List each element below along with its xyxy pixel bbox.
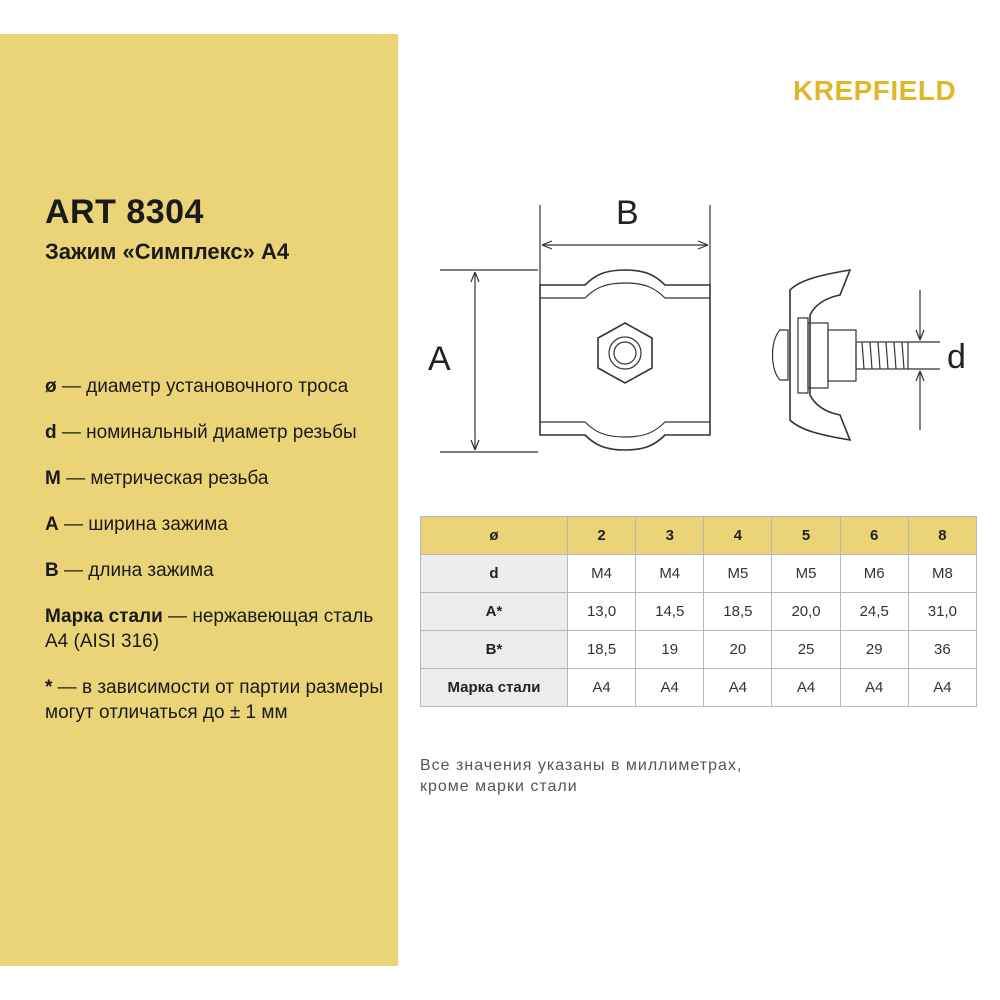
clamp-drawing (420, 190, 980, 470)
product-name: Зажим «Симплекс» А4 (45, 239, 290, 264)
table-cell: 13,0 (568, 593, 636, 631)
brand-logo: KREPFIELD (793, 75, 957, 106)
table-cell: А4 (568, 669, 636, 707)
table-cell: M4 (568, 555, 636, 593)
table-cell: M6 (840, 555, 908, 593)
dim-label-a: A (428, 340, 451, 378)
units-note-line: кроме марки стали (420, 778, 578, 795)
table-cell: 29 (840, 631, 908, 669)
legend-item-length: B — длина зажима (45, 560, 214, 581)
table-cell: M5 (772, 555, 840, 593)
legend-item-diameter: ø — диаметр установочного троса (45, 376, 349, 397)
row-label: d (421, 555, 568, 593)
table-header-row (421, 517, 977, 555)
table-cell: 36 (908, 631, 976, 669)
dim-label-b: B (616, 194, 639, 232)
table-cell: 18,5 (568, 631, 636, 669)
table-cell: M8 (908, 555, 976, 593)
table-cell: 20,0 (772, 593, 840, 631)
legend-item-metric: M — метрическая резьба (45, 468, 269, 489)
table-row (421, 631, 977, 669)
table-cell: А4 (704, 669, 772, 707)
dim-label-d: d (947, 338, 966, 376)
table-cell: 14,5 (636, 593, 704, 631)
table-header-cell: 5 (772, 517, 840, 555)
table-cell: 20 (704, 631, 772, 669)
table-cell: M4 (636, 555, 704, 593)
table-header-cell: 4 (704, 517, 772, 555)
article-number: ART 8304 (45, 193, 204, 231)
table-cell: 25 (772, 631, 840, 669)
table-header-cell: 3 (636, 517, 704, 555)
row-label: Марка стали (421, 669, 568, 707)
table-row (421, 669, 977, 707)
legend-item-steel: Марка стали — нержавеющая сталь А4 (AISI 316) (45, 606, 374, 652)
table-cell: 19 (636, 631, 704, 669)
table-header-cell: 2 (568, 517, 636, 555)
table-cell: А4 (908, 669, 976, 707)
legend-item-tolerance: * — в зависимости от партии размеры могут отличаться до ± 1 мм (45, 677, 383, 723)
units-note (420, 755, 742, 797)
table-cell: 31,0 (908, 593, 976, 631)
spec-table (420, 516, 977, 707)
table-cell: А4 (636, 669, 704, 707)
table-cell: А4 (772, 669, 840, 707)
table-cell: 18,5 (704, 593, 772, 631)
table-row (421, 555, 977, 593)
row-label: B* (421, 631, 568, 669)
table-cell: 24,5 (840, 593, 908, 631)
table-row (421, 593, 977, 631)
legend-item-width: A — ширина зажима (45, 514, 228, 535)
legend-item-thread: d — номинальный диаметр резьбы (45, 422, 357, 443)
row-label: A* (421, 593, 568, 631)
table-cell: M5 (704, 555, 772, 593)
units-note-line: Все значения указаны в миллиметрах, (420, 757, 743, 774)
table-header-cell: 8 (908, 517, 976, 555)
table-cell: А4 (840, 669, 908, 707)
table-header-label: ø (421, 517, 568, 555)
legend-list (45, 374, 390, 746)
table-header-cell: 6 (840, 517, 908, 555)
